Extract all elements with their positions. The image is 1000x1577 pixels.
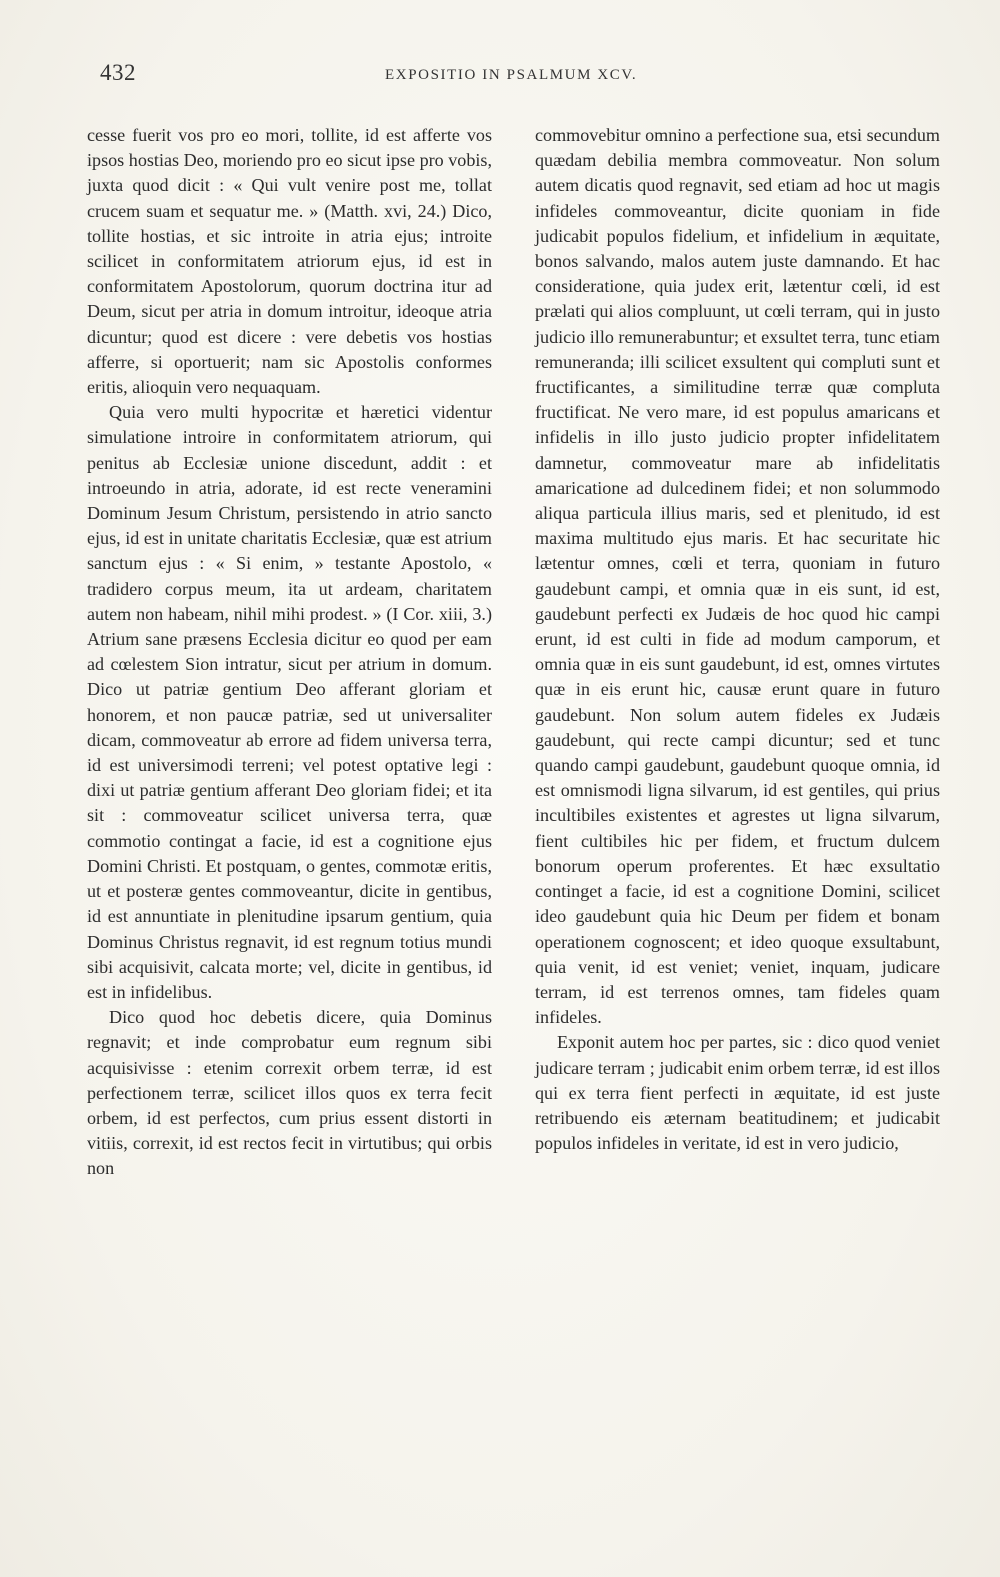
right-column xyxy=(535,123,940,1156)
page-number: 432 xyxy=(100,60,136,85)
paragraph: Exponit autem hoc per partes, sic : dico quod veniet judicare terram ; judicabit enim orbem terræ, id est illos qui ex terra fient perfecti in æquitate, id est juste retribuendo eis æternam beatitudinem; et judicabit populos infideles in veritate, id est in vero judicio, xyxy=(535,1032,940,1154)
paragraph: Dico quod hoc debetis dicere, quia Dominus regnavit; et inde comprobatur eum regnum sibi acquisivisse : etenim correxit orbem terræ, id est perfectionem terræ, scilicet illos quos ex terra fecit orbem, id est perfectos, cum prius essent distorti in vitiis, correxit, id est rectos fecit in virtutibus; qui orbis non xyxy=(87,1007,492,1179)
paragraph: commovebitur omnino a perfectione sua, etsi secundum quædam debilia membra commoveatur. Non solum autem dicatis quod regnavit, sed etiam ad hoc ut magis infideles commoveantur, dicite quoniam in fide judicabit populos fidelium, et infidelium in æquitate, bonos salvando, malos autem juste damnando. Et hac consideratione, quia judex erit, lætentur cœli, id est prælati qui alios compluunt, ut cœli terram, qui in justo judicio illo remunerabuntur; et exsultet terra, tunc etiam remuneranda; illi scilicet exsultent qui compluti sunt et fructificantes, a similitudine terræ quæ compluta fructificat. Ne vero mare, id est populus amaricans et infidelis in illo justo judicio propter infidelitatem damnetur, commoveatur mare ab infidelitatis amaricatione ad dulcedinem fidei; et non solummodo aliqua particula illius maris, sed et plenitudo, id est maxima multitudo ejus maris. Et hac securitate hic lætentur omnes, cœli et terra, quoniam in futuro gaudebunt campi, et omnia quæ in eis sunt, id est, gaudebunt perfecti ex Judæis de hoc quod hic campi erunt, id est culti in fide ad modum camporum, et omnia quæ in eis sunt gaudebunt, id est, omnes virtutes quæ in eis erunt hic, causæ erunt quare in futuro gaudebunt. Non solum autem fideles ex Judæis gaudebunt, qui recte campi dicuntur; sed et tunc quando campi gaudebunt, gaudebunt quoque omnia, id est omnismodi ligna silvarum, id est gentiles, qui prius incultibiles existentes et agrestes ut ligna silvarum, fient cultibiles hic per fidem, et fructum dulcem bonorum operum proferentes. Et hæc exsultatio continget a facie, id est a cognitione Domini, scilicet ideo gaudebunt quia hic Deum per fidem et bonam operationem cognoscent; et ideo quoque exsultabunt, quia venit, id est veniet; veniet, inquam, judicare terram, id est terrenos omnes, tam fideles quam infideles. xyxy=(535,125,940,1028)
left-column xyxy=(87,123,492,1182)
paragraph: Quia vero multi hypocritæ et hæretici videntur simulatione introire in conformitatem atriorum, qui penitus ab Ecclesiæ unione discedunt, addit : et introeundo in atria, adorate, id est recte veneramini Dominum Jesum Christum, persistendo in atrio sancto ejus, id est in unitate charitatis Ecclesiæ, quæ est atrium sanctum ejus : « Si enim, » testante Apostolo, « tradidero corpus meum, ita ut ardeam, charitatem autem non habeam, nihil mihi prodest. » (I Cor. xiii, 3.) Atrium sane præsens Ecclesia dicitur eo quod per eam ad cœlestem Sion intratur, sicut per atrium in domum. Dico ut patriæ gentium Deo afferant gloriam et honorem, et non paucæ patriæ, sed ut universaliter dicam, commoveatur ab errore ad fidem universa terra, id est universimodi terreni; vel potest optative legi : dixi ut patriæ gentium afferant Deo gloriam fidei; et ita sit : commoveatur scilicet universa terra, quæ commotio contingat a facie, id est a cognitione ejus Domini Christi. Et postquam, o gentes, commotæ eritis, ut et posteræ gentes commoveantur, dicite in gentibus, id est annuntiate in plenitudine ipsarum gentium, quia Dominus Christus regnavit, id est regnum totius mundi sibi acquisivit, calcata morte; vel, dicite in gentibus, id est in infidelibus. xyxy=(87,402,492,1002)
running-head: EXPOSITIO IN PSALMUM XCV. xyxy=(385,67,638,83)
page-header xyxy=(100,60,880,100)
paragraph: cesse fuerit vos pro eo mori, tollite, id est afferte vos ipsos hostias Deo, moriendo pro eo sicut ipse pro vobis, juxta quod dicit : « Qui vult venire post me, tollat crucem suam et sequatur me. » (Matth. xvi, 24.) Dico, tollite hostias, et sic introite in atria ejus; introite scilicet in conformitatem atriorum ejus, id est in conformitatem Apostolorum, quorum doctrina itur ad Deum, sicut per atria in domum introitur, ideoque atria dicuntur; quod est dicere : vere debetis vos hostias afferre, si oportuerit; nam sic Apostolis conformes eritis, alioquin vero nequaquam. xyxy=(87,125,492,398)
